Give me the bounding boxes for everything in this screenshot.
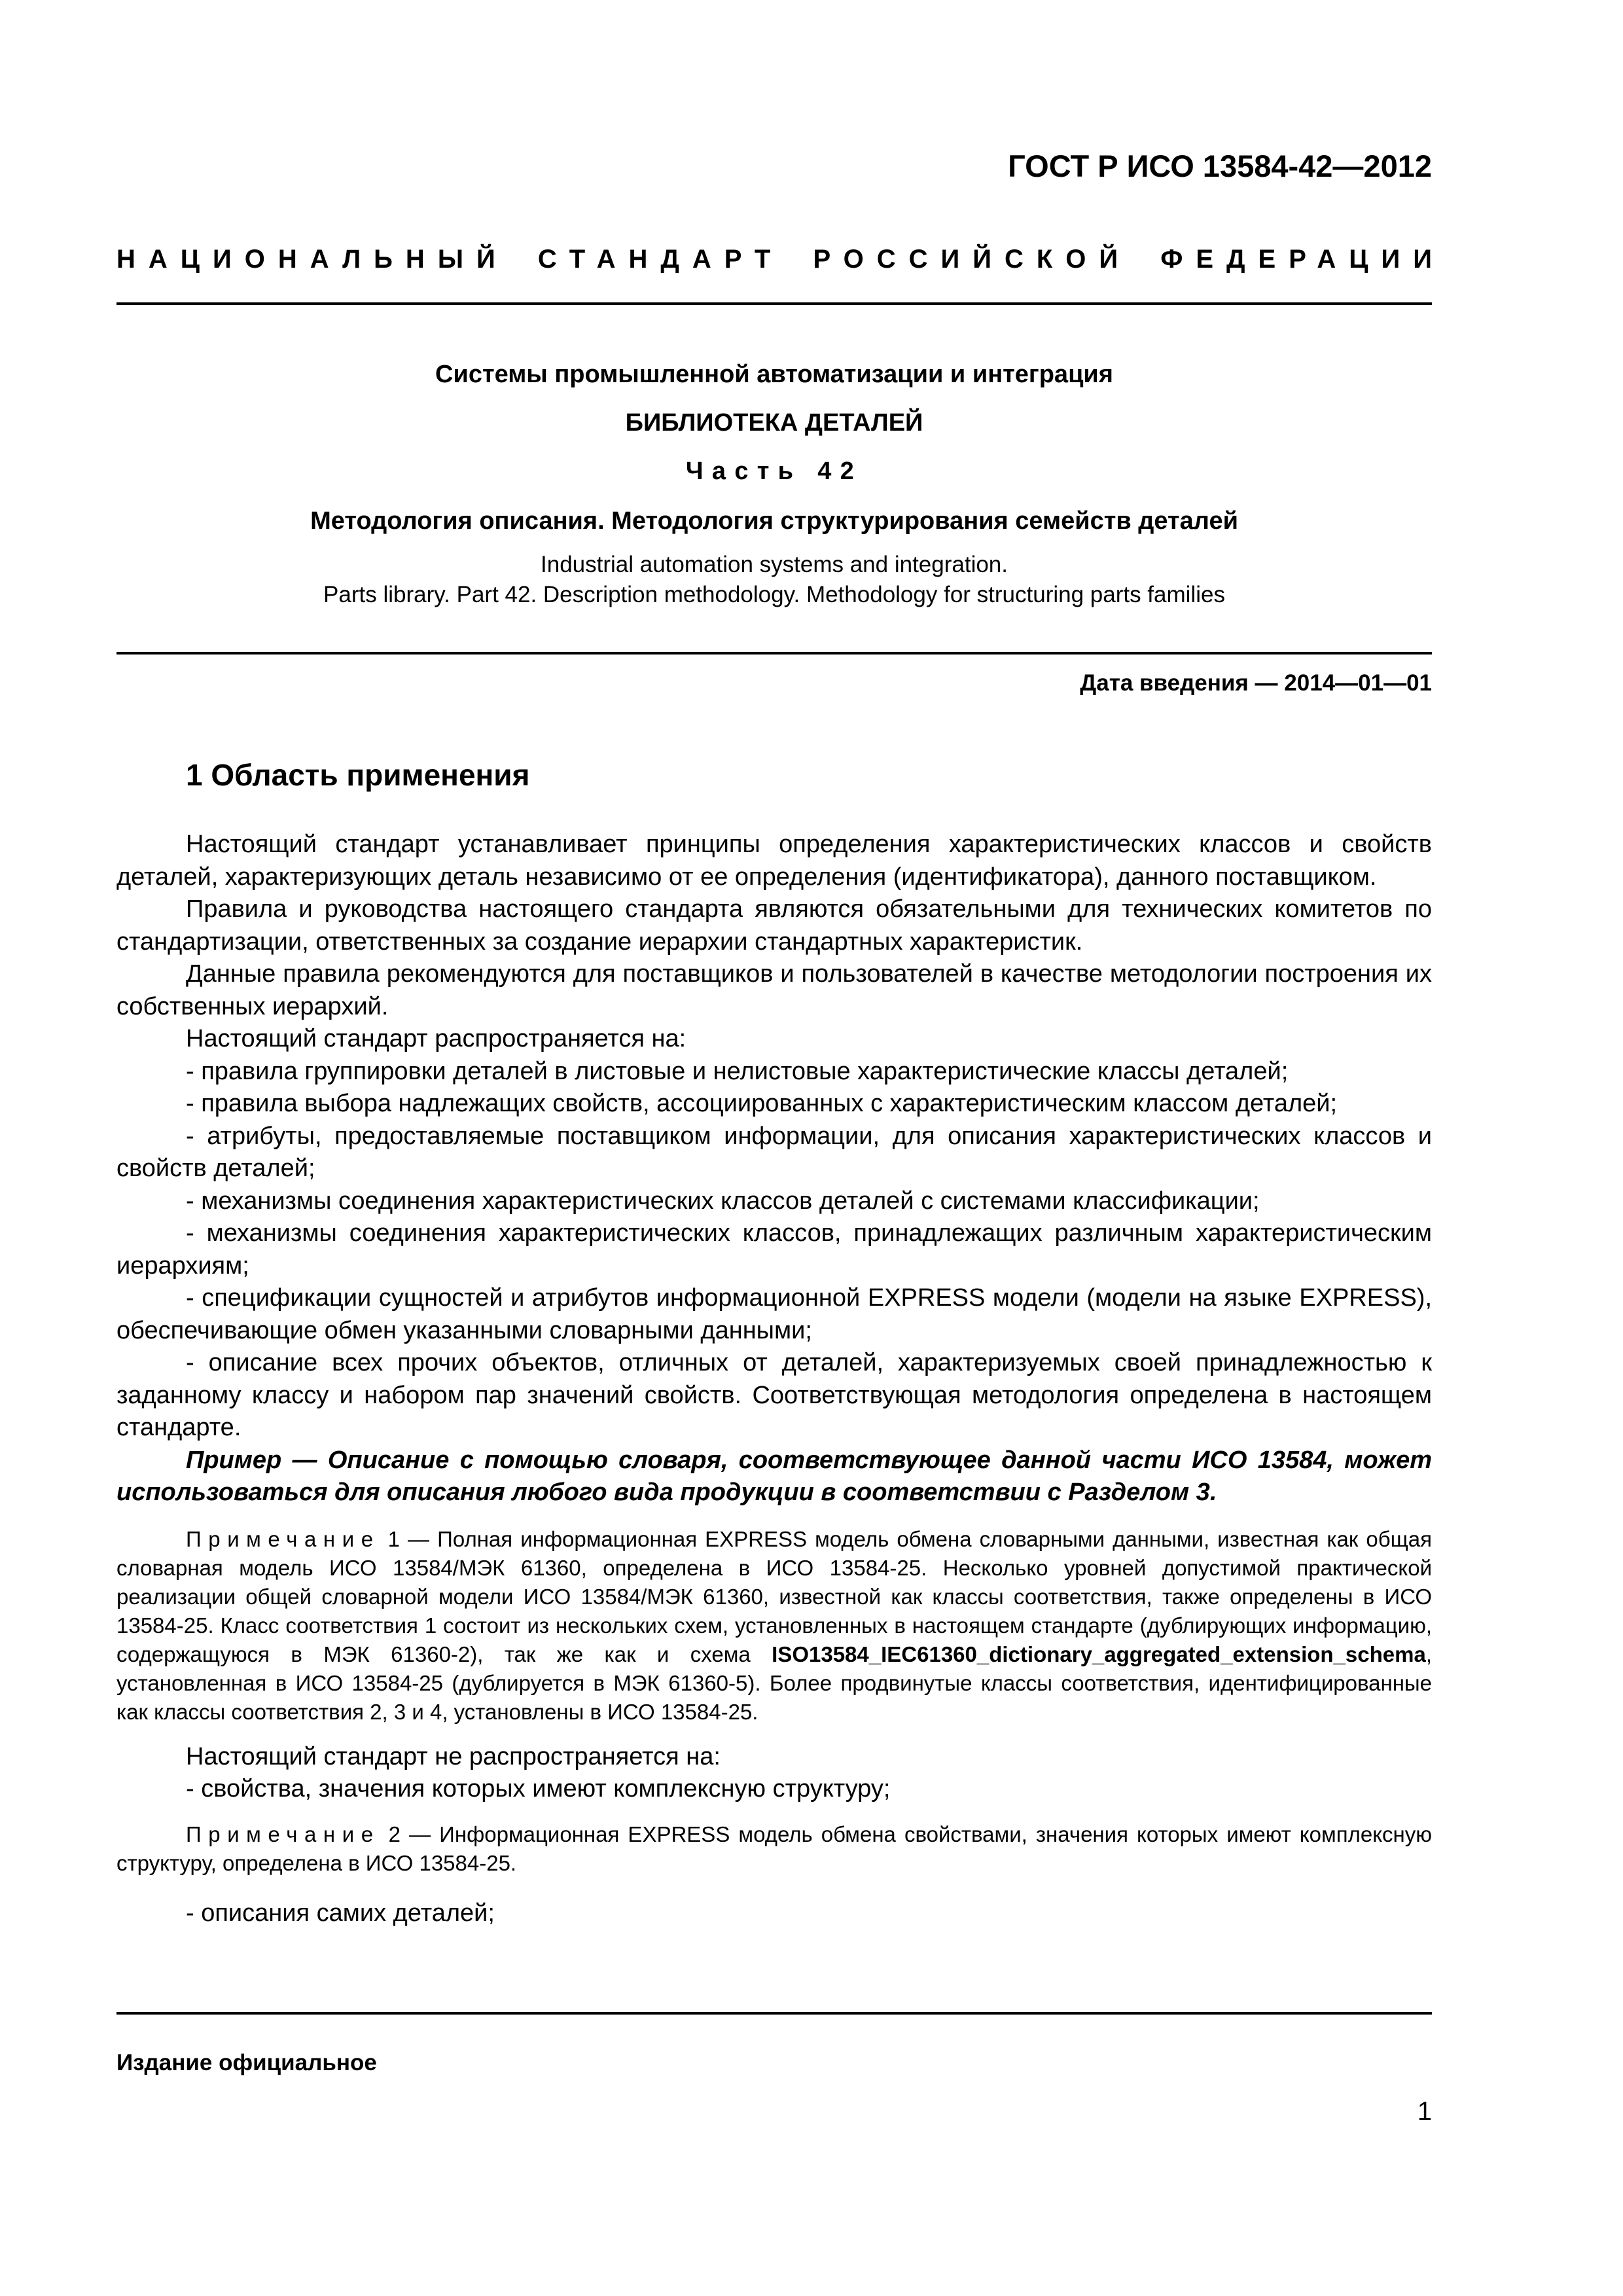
title-divider (116, 652, 1432, 655)
example-paragraph: Пример — Описание с помощью словаря, соответствующее данной части ИСО 13584, может использоваться для описания любого вида продукции в соответствии с Разделом 3. (116, 1446, 1432, 1506)
footer-divider (116, 2012, 1432, 2015)
page-number: 1 (1417, 2097, 1432, 2126)
national-standard-banner (116, 241, 1445, 278)
section-title: 1 Область применения (186, 758, 530, 792)
note-text: 1 — Полная информационная EXPRESS модель обмена словарными данными, известная как общая словарная модель ИСО 13584/МЭК 61360, определена в ИСО 13584-25. Несколько уровней допустимой практической реализации общей словарной модели ИСО 13584/МЭК 61360, известной как классы соответствия, также определены в ИСО 13584-25. Класс соответствия 1 состоит из нескольких схем, установленных в настоящем стандарте (дублирующих информацию, содержащуюся в МЭК 61360-2), так же как и схема (116, 1526, 1432, 1666)
banner-word: ФЕДЕРАЦИИ (1160, 245, 1445, 274)
note-label: Примечание (186, 1821, 380, 1846)
banner-word: СТАНДАРТ (537, 245, 784, 274)
paragraph: Данные правила рекомендуются для поставщиков и пользователей в качестве методологии построения их собственных иерархий. (116, 960, 1432, 1020)
header-divider (116, 302, 1432, 305)
note-label: Примечание (186, 1526, 380, 1551)
list-item: - правила выбора надлежащих свойств, ассоциированных с характеристическим классом деталей; (186, 1090, 1338, 1117)
paragraph: Настоящий стандарт не распространяется на: (186, 1742, 721, 1770)
list-item: - спецификации сущностей и атрибутов информационной EXPRESS модели (модели на языке EXPRESS), обеспечивающие обмен указанными словарными данными; (116, 1284, 1432, 1344)
list-item: - механизмы соединения характеристических классов деталей с системами классификации; (186, 1187, 1260, 1215)
list-item: - описание всех прочих объектов, отличных от деталей, характеризуемых своей принадлежностью к заданному классу и набором пар значений свойств. Соответствующая методология определена в настоящем стандарте. (116, 1349, 1432, 1441)
note-text: , установленная в ИСО 13584-25 (дублируется в МЭК 61360-5). Более продвинутые классы соответствия, идентифицированные как классы соответствия 2, 3 и 4, установлены в ИСО 13584-25. (116, 1641, 1432, 1724)
introduction-date: Дата введения — 2014—01—01 (1080, 670, 1432, 696)
paragraph: Правила и руководства настоящего стандарта являются обязательными для технических комитетов по стандартизации, ответственных за создание иерархии стандартных характеристик. (116, 895, 1432, 956)
paragraph: Настоящий стандарт распространяется на: (186, 1025, 687, 1052)
paragraph: Настоящий стандарт устанавливает принципы определения характеристических классов и свойств деталей, характеризующих деталь независимо от ее определения (идентификатора), данного поставщиком. (116, 831, 1432, 891)
list-item: - механизмы соединения характеристических классов, принадлежащих различным характеристическим иерархиям; (116, 1219, 1432, 1280)
list-item: - описания самих деталей; (186, 1899, 495, 1927)
english-title-1: Industrial automation systems and integration. (541, 552, 1008, 577)
title-line-4: Методология описания. Методология структурирования семейств деталей (310, 507, 1238, 535)
title-line-1: Системы промышленной автоматизации и интеграция (435, 361, 1113, 388)
edition-label: Издание официальное (116, 2050, 377, 2075)
list-item: - правила группировки деталей в листовые и нелистовые характеристические классы деталей; (186, 1057, 1289, 1085)
note-1 (116, 1525, 1432, 1727)
banner-word: НАЦИОНАЛЬНЫЙ (116, 245, 508, 274)
title-line-2: БИБЛИОТЕКА ДЕТАЛЕЙ (625, 409, 923, 437)
banner-word: РОССИЙСКОЙ (813, 245, 1132, 274)
note-2 (116, 1820, 1432, 1878)
list-item: - атрибуты, предоставляемые поставщиком информации, для описания характеристических классов и свойств деталей; (116, 1122, 1432, 1182)
document-code: ГОСТ Р ИСО 13584-42—2012 (1008, 149, 1432, 183)
note-text: 2 — Информационная EXPRESS модель обмена свойствами, значения которых имеют комплексную структуру, определена в ИСО 13584-25. (116, 1821, 1432, 1875)
title-part: Часть 42 (685, 457, 863, 485)
schema-name: ISO13584_IEC61360_dictionary_aggregated_extension_schema (772, 1641, 1426, 1666)
list-item: - свойства, значения которых имеют комплексную структуру; (186, 1775, 891, 1803)
section-body (116, 829, 1432, 1929)
english-title-2: Parts library. Part 42. Description methodology. Methodology for structuring parts families (323, 582, 1225, 607)
